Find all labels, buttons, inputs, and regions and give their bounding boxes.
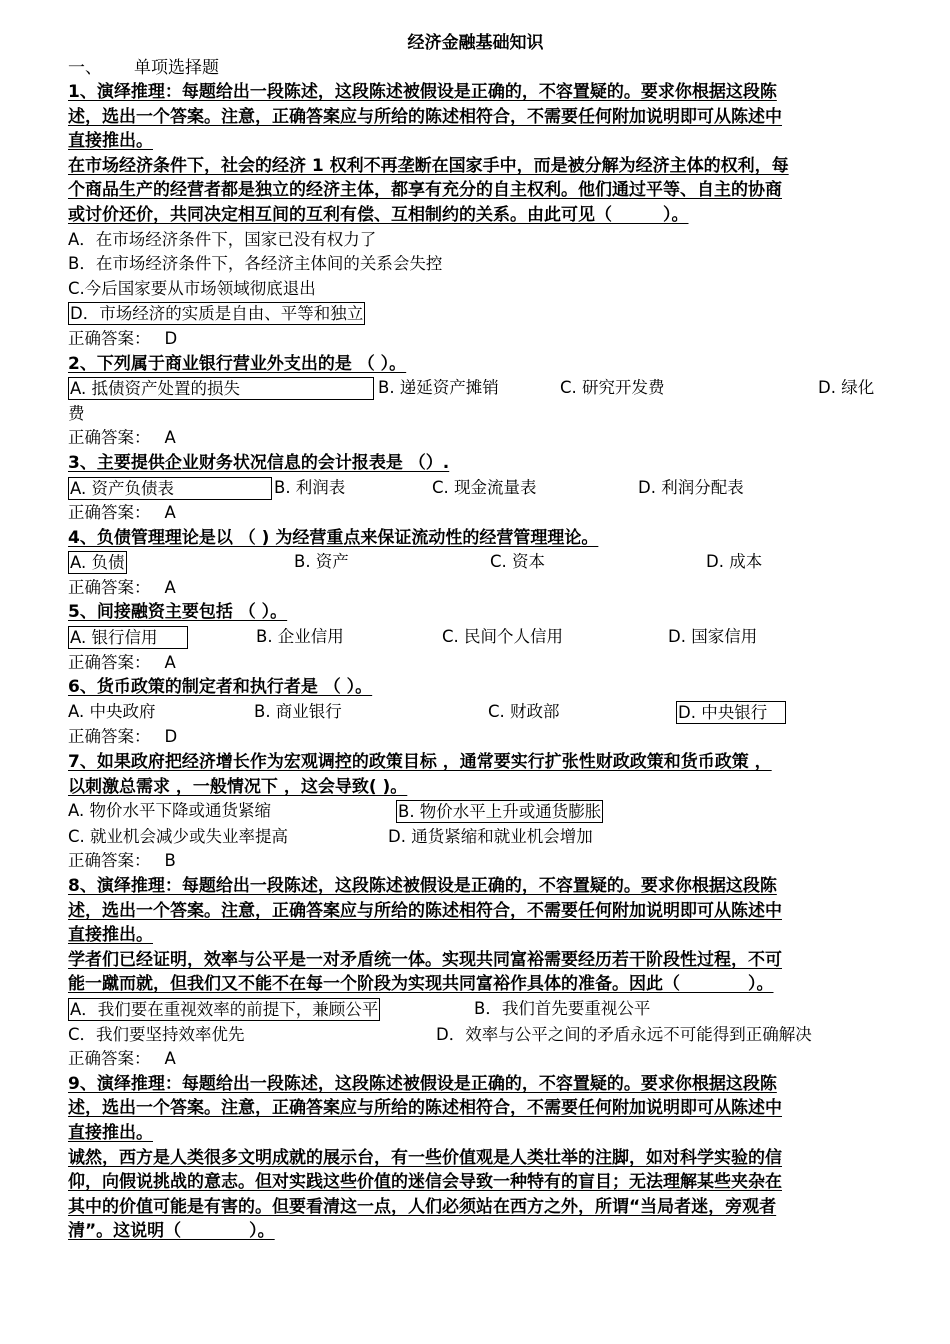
option-c: C. 民间个人信用 — [442, 627, 564, 647]
option-a-correct: A．我们要在重视效率的前提下，兼顾公平 — [70, 999, 379, 1019]
answer-label: 正确答案： — [68, 727, 151, 747]
section-label: 单项选择题 — [134, 58, 219, 78]
option-c: C. 财政部 — [488, 701, 560, 721]
answer-line — [68, 651, 883, 676]
question-8-line: 8、演绎推理：每题给出一段陈述，这段陈述被假设是正确的，不容置疑的。要求你根据这段陈 — [68, 876, 777, 896]
question-8-stem: 能一蹴而就，但我们又不能不在每一个阶段为实现共同富裕作具体的准备。因此（ ）。 — [68, 974, 774, 995]
answer-line — [68, 327, 883, 352]
option-a-correct: A. 抵债资产处置的损失 — [68, 377, 374, 400]
answer-label: 正确答案： — [68, 1049, 151, 1069]
section-number: 一、 — [68, 58, 102, 78]
question-5 — [68, 600, 883, 675]
question-9-stem: 诚然，西方是人类很多文明成就的展示台，有一些价值观是人类壮举的注脚，如对科学实验的信 — [68, 1147, 782, 1168]
option-c: C. 研究开发费 — [560, 378, 665, 398]
option-b: B．在市场经济条件下，各经济主体间的关系会失控 — [68, 254, 443, 274]
answer-line — [68, 576, 883, 601]
option-d: D. 绿化 — [818, 378, 875, 398]
question-7-line: 7、如果政府把经济增长作为宏观调控的政策目标 ，通常要实行扩张性财政政策和货币政策 ， — [68, 752, 772, 773]
option-c: C. 资本 — [490, 552, 546, 572]
question-1-line: 直接推出。 — [68, 131, 153, 152]
option-b: B. 递延资产摊销 — [378, 378, 499, 398]
option-d: D. 利润分配表 — [638, 477, 744, 497]
question-1-stem: 或讨价还价，共同决定相互间的互利有偿、互相制约的关系。由此可见（ ）。 — [68, 204, 689, 225]
option-d-correct: D. 中央银行 — [676, 701, 786, 724]
question-1-line: 1、演绎推理：每题给出一段陈述，这段陈述被假设是正确的，不容置疑的。要求你根据这段陈 — [68, 82, 777, 102]
option-a-correct: A. 银行信用 — [68, 626, 188, 649]
question-4-text: 4、负债管理理论是以 （ ) 为经营重点来保证流动性的经营管理理论。 — [68, 527, 599, 548]
question-1-stem: 个商品生产的经营者都是独立的经济主体，都享有充分的自主权利。他们通过平等、自主的协商 — [68, 180, 782, 201]
answer-value: A — [164, 503, 176, 523]
question-8-line: 直接推出。 — [68, 925, 153, 946]
section-heading — [68, 56, 883, 80]
option-d-correct: D．市场经济的实质是自由、平等和独立 — [70, 304, 364, 324]
option-b: B. 利润表 — [274, 477, 346, 497]
question-1-line: 述，选出一个答案。注意，正确答案应与所给的陈述相符合，不需要任何附加说明即可从陈述中 — [68, 106, 782, 127]
question-9-line: 9、演绎推理：每题给出一段陈述，这段陈述被假设是正确的，不容置疑的。要求你根据这段陈 — [68, 1073, 777, 1094]
option-b: B. 资产 — [294, 552, 349, 572]
question-3-text: 3、主要提供企业财务状况信息的会计报表是 （）. — [68, 452, 450, 473]
answer-label: 正确答案： — [68, 328, 151, 348]
document-page — [68, 30, 883, 1244]
answer-value: A — [164, 1049, 176, 1069]
option-c: C. 就业机会减少或失业率提高 — [68, 826, 289, 846]
answer-line — [68, 426, 883, 451]
option-c: C. 现金流量表 — [432, 477, 537, 497]
question-2 — [68, 352, 883, 451]
question-8-line: 述，选出一个答案。注意，正确答案应与所给的陈述相符合，不需要任何附加说明即可从陈述中 — [68, 900, 782, 921]
option-a-correct: A. 资产负债表 — [68, 477, 272, 500]
answer-value: A — [164, 577, 176, 597]
answer-label: 正确答案： — [68, 652, 151, 672]
answer-line — [68, 725, 883, 750]
question-8-stem: 学者们已经证明，效率与公平是一对矛盾统一体。实现共同富裕需要经历若干阶段性过程，不可 — [68, 949, 782, 970]
question-9-stem: 其中的价值可能是有害的。但要看清这一点，人们必须站在西方之外，所谓“当局者迷，旁观者 — [68, 1196, 777, 1217]
answer-line — [68, 501, 883, 526]
answer-line — [68, 1047, 883, 1072]
answer-value: B — [164, 851, 176, 871]
option-d: D. 通货紧缩和就业机会增加 — [388, 826, 593, 846]
option-d-continued: 费 — [68, 403, 85, 423]
option-b: B. 企业信用 — [256, 627, 344, 647]
question-6 — [68, 675, 883, 750]
answer-label: 正确答案： — [68, 851, 151, 871]
answer-value: D — [164, 328, 178, 348]
question-9-line: 述，选出一个答案。注意，正确答案应与所给的陈述相符合，不需要任何附加说明即可从陈述中 — [68, 1098, 782, 1119]
option-b-correct: B. 物价水平上升或通货膨胀 — [398, 802, 602, 822]
option-d: D. 国家信用 — [668, 627, 758, 647]
question-5-text: 5、间接融资主要包括 （ ）。 — [68, 602, 288, 623]
answer-label: 正确答案： — [68, 577, 151, 597]
answer-line — [68, 849, 883, 874]
option-a-correct: A. 负债 — [70, 553, 125, 573]
option-b: B. 商业银行 — [254, 701, 342, 721]
question-7 — [68, 750, 883, 874]
question-3 — [68, 451, 883, 526]
option-a: A．在市场经济条件下，国家已没有权力了 — [68, 229, 377, 249]
answer-value: A — [164, 428, 176, 448]
question-9-line: 直接推出。 — [68, 1122, 153, 1143]
answer-value: D — [164, 727, 178, 747]
option-c: C．我们要坚持效率优先 — [68, 1024, 245, 1044]
answer-label: 正确答案： — [68, 428, 151, 448]
answer-value: A — [164, 652, 176, 672]
page-title: 经济金融基础知识 — [407, 33, 544, 53]
question-9-stem: 仰，向假说挑战的意志。但对实践这些价值的迷信会导致一种特有的盲目；无法理解某些夹杂在 — [68, 1172, 782, 1193]
question-1-stem: 在市场经济条件下，社会的经济 1 权利不再垄断在国家手中，而是被分解为经济主体的权利，每 — [68, 155, 789, 176]
question-4 — [68, 526, 883, 601]
question-9 — [68, 1072, 883, 1244]
option-d: D. 成本 — [706, 552, 763, 572]
question-6-text: 6、货币政策的制定者和执行者是 （ ）。 — [68, 677, 373, 698]
option-a: A. 中央政府 — [68, 701, 156, 721]
question-8 — [68, 874, 883, 1072]
option-b: B．我们首先要重视公平 — [474, 998, 651, 1018]
question-2-text: 2、下列属于商业银行营业外支出的是 （ ）。 — [68, 353, 407, 374]
option-d: D．效率与公平之间的矛盾永远不可能得到正确解决 — [436, 1024, 812, 1044]
question-1 — [68, 80, 883, 352]
question-7-line: 以刺激总需求 ，一般情况下 ，这会导致( )。 — [68, 776, 408, 797]
option-a: A. 物价水平下降或通货紧缩 — [68, 801, 271, 821]
option-c: C.今后国家要从市场领域彻底退出 — [68, 278, 316, 298]
answer-label: 正确答案： — [68, 503, 151, 523]
question-9-stem: 清”。这说明（ ）。 — [68, 1221, 275, 1242]
